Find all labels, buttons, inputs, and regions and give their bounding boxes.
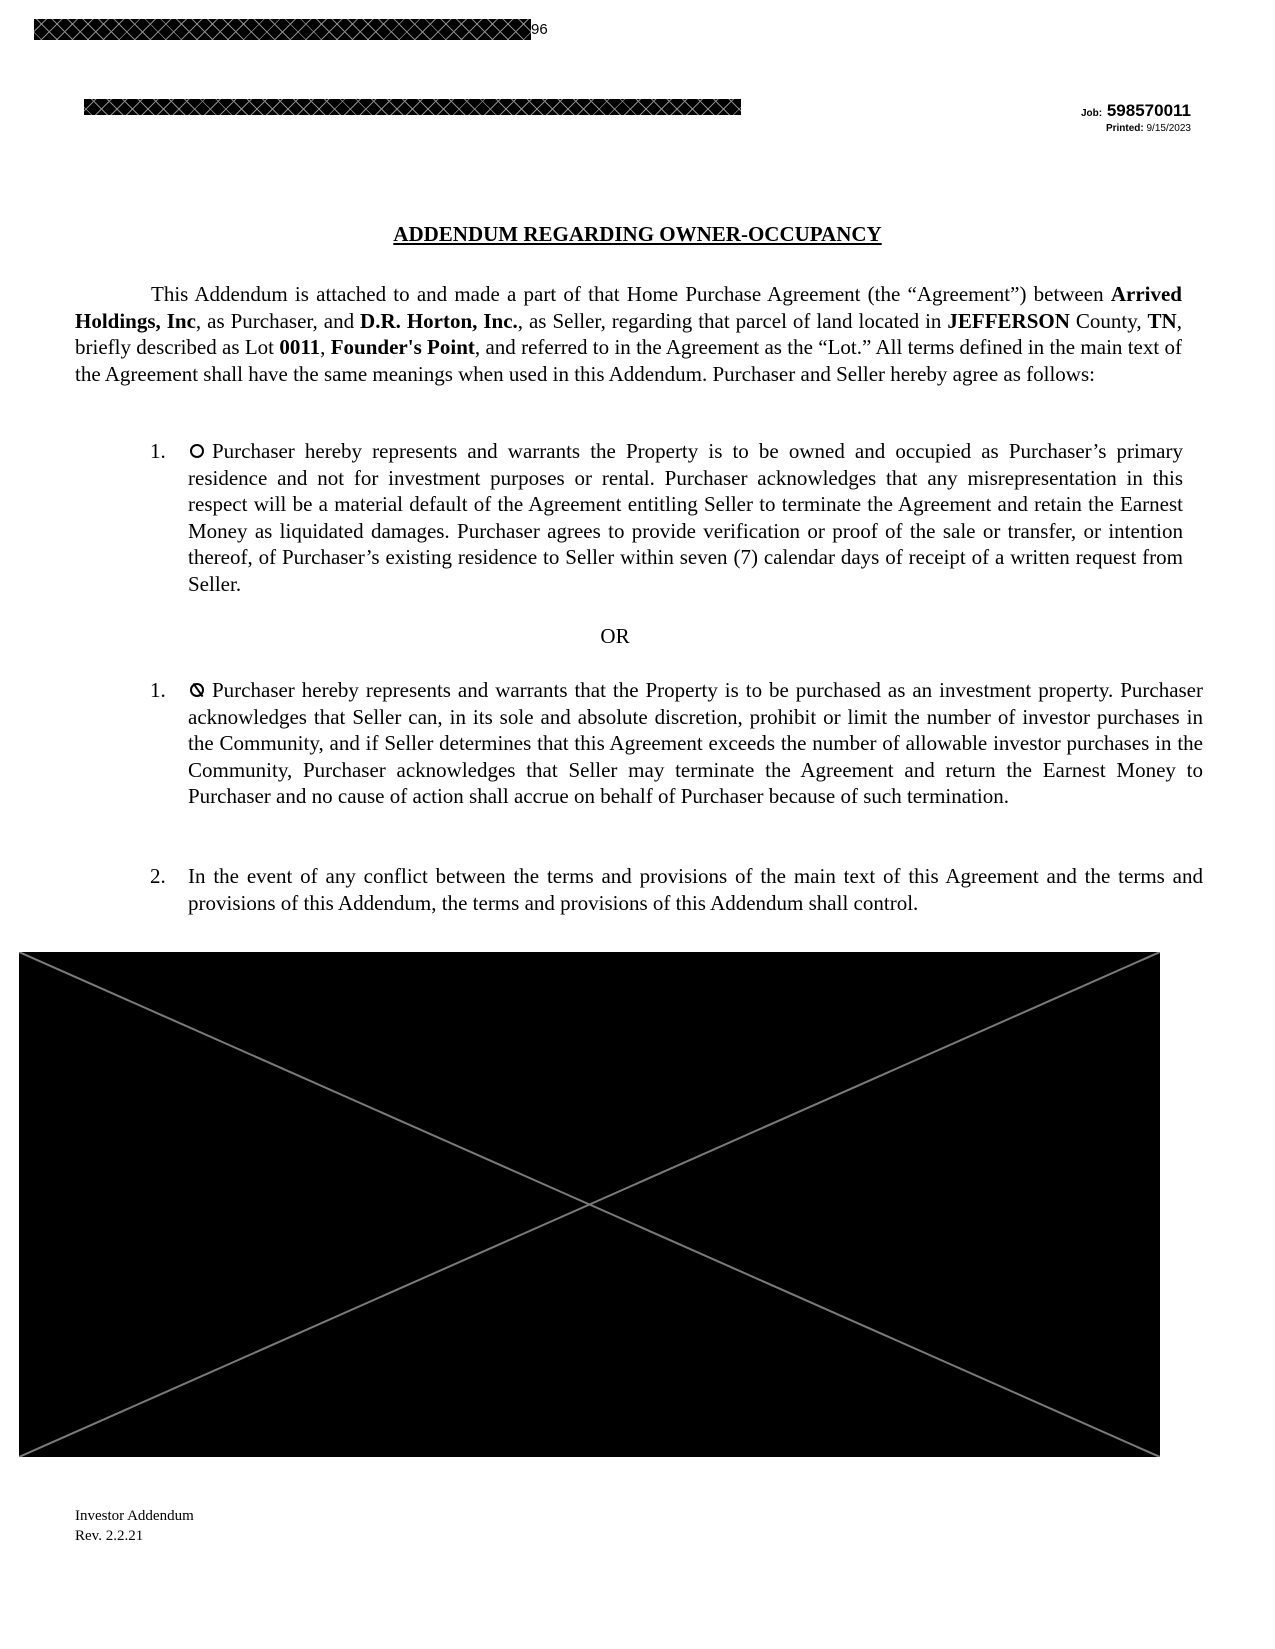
printed-date: 9/15/2023 [1146,123,1191,134]
radio-selected-icon[interactable] [190,683,204,697]
printed-line [1081,123,1191,134]
footer-form-name: Investor Addendum [75,1508,194,1524]
lot-number: 0011 [279,335,321,359]
item-text: Purchaser hereby represents and warrants that the Property is to be purchased as an investment property. Purchaser acknowledges that Seller can, in its sole and absolute discretion, prohibit or limit the number of investor purchases in the Community, and if Seller determines that this Agreement exceeds the number of allowable investor purchases in the Community, Purchaser acknowledges that Seller may terminate the Agreement and return the Earnest Money to Purchaser and no cause of action shall accrue on behalf of Purchaser because of such termination. [188,678,1203,808]
radio-empty-icon[interactable] [190,444,204,458]
purchaser-name: Arrived Holdings, Inc [75,282,1182,333]
intro-text: , as Purchaser, and [195,308,361,333]
item-number: 2. [150,864,166,888]
item-number: 1. [150,678,166,702]
item-number: 1. [150,439,166,463]
item-body: In the event of any conflict between the terms and provisions of the main text of this Agreement and the terms and provisions of this Addendum, the terms and provisions of this Addendum shall control. [188,864,1203,915]
intro-text: , as Seller, regarding that parcel of land located in [517,308,948,333]
redaction-bar-top [34,19,531,40]
county-name: JEFFERSON [947,308,1070,333]
or-separator: OR [600,624,630,648]
intro-text: , [320,335,331,359]
intro-text: , briefly described as Lot [75,308,1182,359]
redaction-bar-header [84,99,741,115]
item-body [188,438,1183,597]
printed-label: Printed: [1105,123,1144,134]
redacted-signature-block [19,952,1160,1457]
job-line [1081,101,1191,121]
item-body [188,677,1203,810]
item-text: Purchaser hereby represents and warrants the Property is to be owned and occupied as Purchaser’s primary residence and not for investment purposes or rental. Purchaser acknowledges that any misrepresentation in this respect will be a material default of the Agreement entitling Seller to terminate the Agreement and retain the Earnest Money as liquidated damages. Purchaser agrees to provide verification or proof of the sale or transfer, or intention thereof, of Purchaser’s existing residence to Seller within seven (7) calendar days of receipt of a written request from Seller. [188,439,1183,596]
intro-paragraph [75,281,1182,387]
document-title: ADDENDUM REGARDING OWNER-OCCUPANCY [393,222,882,246]
intro-text: County, [1069,308,1148,333]
footer-revision: Rev. 2.2.21 [75,1528,144,1544]
footer [75,1506,194,1546]
job-info [1081,101,1191,134]
job-number: 598570011 [1106,101,1191,120]
header-page-suffix: 96 [531,21,548,38]
intro-text: This Addendum is attached to and made a part of that Home Purchase Agreement (the “Agreement”) between [151,282,1111,306]
redaction-cross-icon [19,952,1160,1457]
community-name: Founder's Point [330,335,475,359]
job-label: Job: [1081,108,1103,119]
state-name: TN [1147,308,1177,333]
seller-name: D.R. Horton, Inc. [360,308,518,333]
intro-text: , and referred to in the Agreement as the “Lot.” All terms defined in the main text of the Agreement shall have the same meanings when used in this Addendum. Purchaser and Seller hereby agree as follows: [75,335,1183,386]
